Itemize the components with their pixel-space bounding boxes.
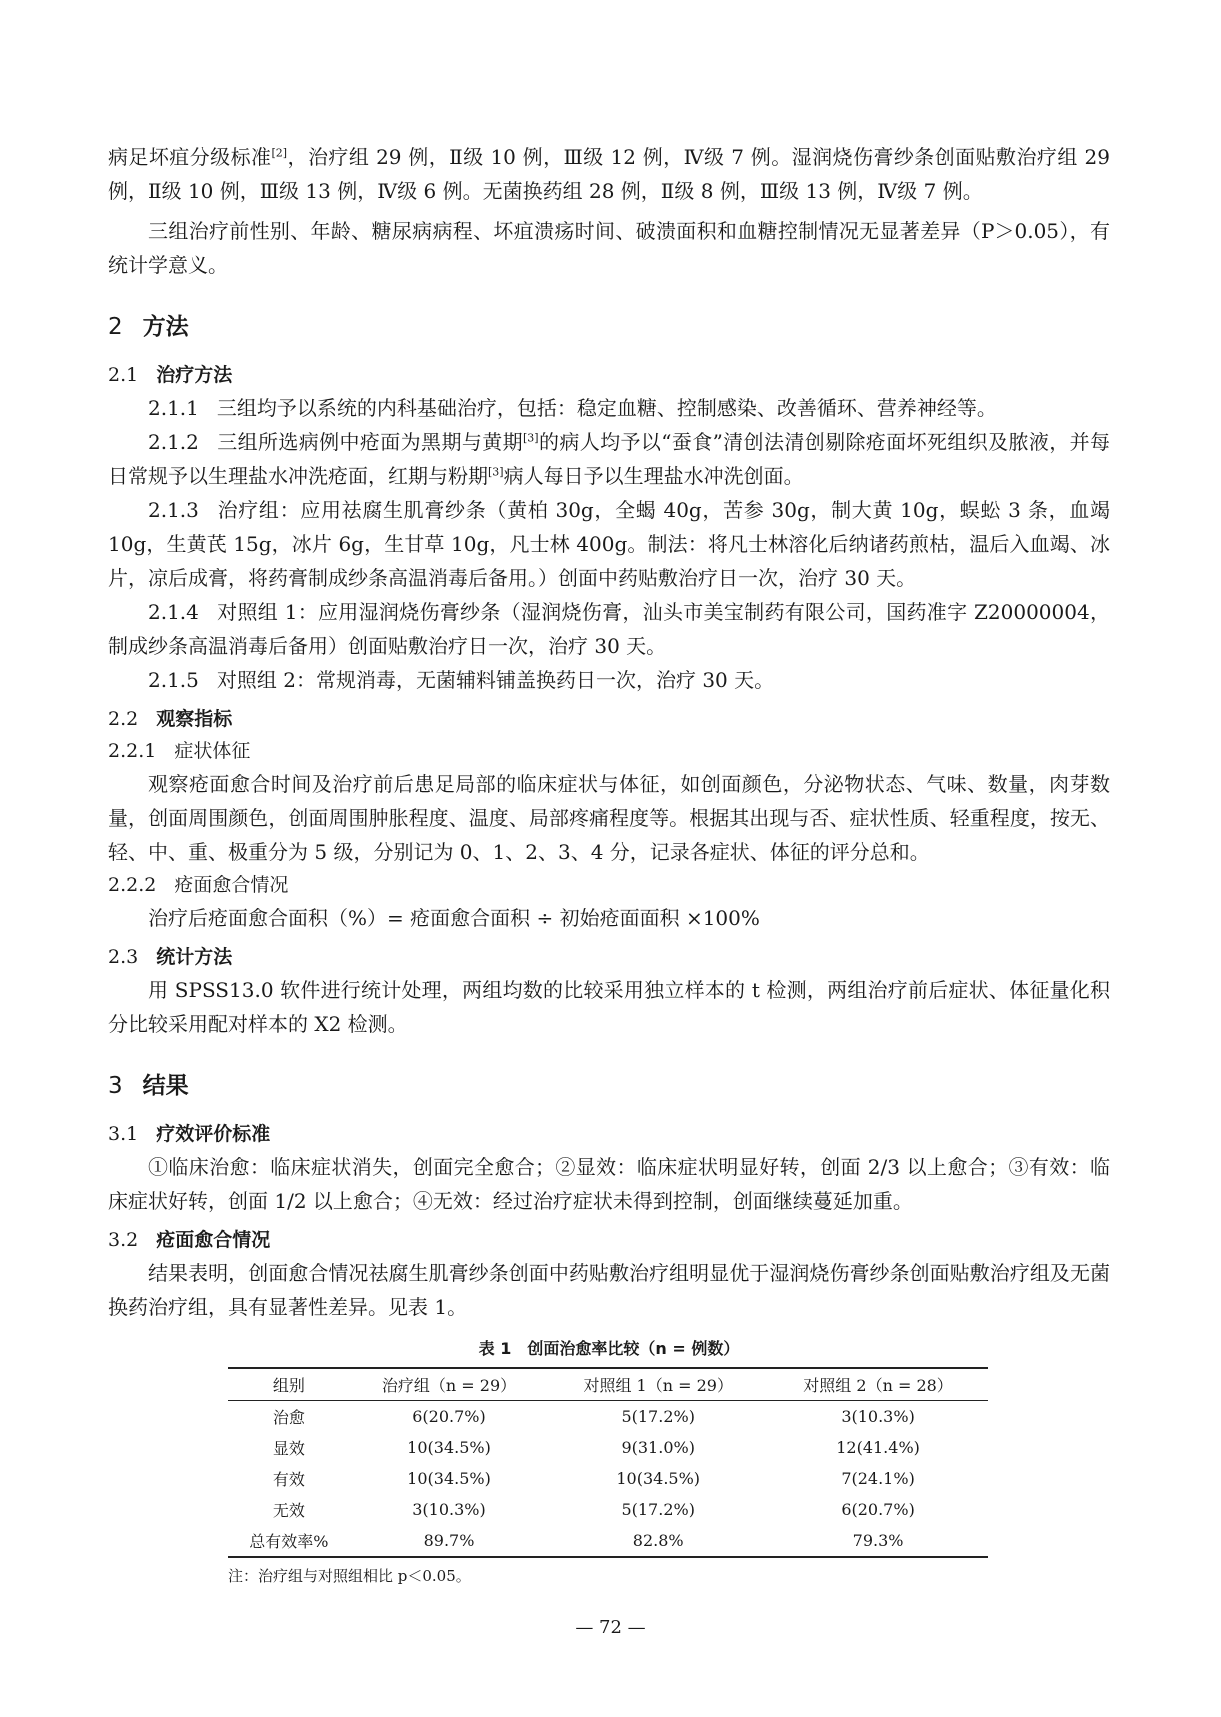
item-number: 2.1.5: [148, 668, 199, 692]
intro-text: 病足坏疽分级标准: [108, 145, 272, 169]
intro-text-cont: ，治疗组 29 例，Ⅱ级 10 例，Ⅲ级 12 例，Ⅳ级 7 例。湿润烧伤膏纱条创面贴敷治疗组 29 例，Ⅱ级 10 例，Ⅲ级 13 例，Ⅳ级 6 例。无菌换药组 28 例，Ⅱ级 8 例，Ⅲ级 13 例，Ⅳ级 7 例。: [108, 145, 1111, 203]
item-2-1-4: [108, 595, 1110, 663]
table-cell: 7(24.1%): [841, 1469, 915, 1488]
statistics-paragraph: 用 SPSS13.0 软件进行统计处理，两组均数的比较采用独立样本的 t 检测，两组治疗前后症状、体征量化积分比较采用配对样本的 X2 检测。: [108, 978, 1110, 1036]
section-2-heading: [108, 308, 1110, 341]
citation-ref: [3]: [522, 431, 539, 445]
table-note: 注：治疗组与对照组相比 p＜0.05。: [228, 1567, 471, 1585]
results-paragraph: 结果表明，创面愈合情况祛腐生肌膏纱条创面中药贴敷治疗组明显优于湿润烧伤膏纱条创面贴敷治疗组及无菌换药治疗组，具有显著性差异。见表 1。: [108, 1261, 1110, 1319]
subsection-title: 疗效评价标准: [156, 1123, 271, 1145]
table-cell: 82.8%: [548, 1525, 768, 1557]
subsection-number: 2.2.1: [108, 740, 157, 762]
subsection-title: 疮面愈合情况: [174, 874, 289, 896]
table-cell: 10(34.5%): [407, 1469, 491, 1488]
table-cell: 10(34.5%): [616, 1469, 701, 1488]
section-3-heading: [108, 1067, 1110, 1100]
item-2-1-5: [108, 663, 1110, 697]
item-number: 2.1.1: [148, 396, 199, 420]
table-cell: 3(10.3%): [841, 1407, 915, 1426]
table-row: [228, 1401, 988, 1433]
item-text-end: 病人每日予以生理盐水冲洗创面。: [503, 464, 804, 488]
item-text: 三组所选病例中疮面为黑期与黄期: [216, 430, 523, 454]
subsection-number: 3.2: [108, 1229, 139, 1251]
page-body: [108, 140, 1110, 1588]
item-2-1-2: [108, 425, 1110, 493]
subsection-number: 2.2: [108, 708, 139, 730]
baseline-paragraph: 三组治疗前性别、年龄、糖尿病病程、坏疽溃疡时间、破溃面积和血糖控制情况无显著差异（P＞0.05），有统计学意义。: [108, 219, 1110, 277]
citation-ref: [3]: [488, 465, 504, 479]
table-row: [228, 1525, 988, 1557]
subsection-2-2-1-heading: [108, 735, 1110, 767]
table-cell: 10(34.5%): [407, 1438, 491, 1457]
section-number: 3: [108, 1073, 123, 1099]
table-row: [228, 1463, 988, 1494]
subsection-3-1-heading: [108, 1118, 1110, 1150]
section-title: 方法: [142, 314, 189, 340]
healing-rate-table: [228, 1367, 988, 1558]
item-number: 2.1.4: [148, 600, 199, 624]
symptom-paragraph: 观察疮面愈合时间及治疗前后患足局部的临床症状与体征，如创面颜色，分泌物状态、气味、数量，肉芽数量，创面周围颜色，创面周围肿胀程度、温度、局部疼痛程度等。根据其出现与否、症状性质、轻重程度，按无、轻、中、重、极重分为 5 级，分别记为 0、1、2、3、4 分，记录各症状、体征的评分总和。: [108, 772, 1110, 864]
subsection-number: 2.3: [108, 946, 139, 968]
subsection-number: 3.1: [108, 1123, 139, 1145]
item-number: 2.1.2: [148, 430, 199, 454]
table-caption: 表 1 创面治愈率比较（n = 例数）: [478, 1339, 740, 1358]
subsection-title: 疮面愈合情况: [156, 1229, 271, 1251]
subsection-3-2-heading: [108, 1224, 1110, 1256]
table-header-cell: 组别: [228, 1368, 350, 1401]
table-cell: 6(20.7%): [412, 1407, 486, 1426]
table-cell: 有效: [272, 1470, 305, 1489]
table-row: [228, 1432, 988, 1463]
criteria-paragraph: ①临床治愈：临床症状消失，创面完全愈合；②显效：临床症状明显好转，创面 2/3 以上愈合；③有效：临床症状好转，创面 1/2 以上愈合；④无效：经过治疗症状未得到控制，创面继续蔓延加重。: [108, 1155, 1110, 1213]
item-number: 2.1.3: [148, 498, 199, 522]
section-title: 结果: [142, 1073, 189, 1099]
item-2-1-1: [108, 391, 1110, 425]
table-cell: 9(31.0%): [621, 1438, 695, 1457]
citation-ref: [2]: [271, 146, 288, 160]
item-text: 对照组 1：应用湿润烧伤膏纱条（湿润烧伤膏，汕头市美宝制药有限公司，国药准字 Z20000004，制成纱条高温消毒后备用）创面贴敷治疗日一次，治疗 30 天。: [108, 600, 1110, 658]
table-cell: 5(17.2%): [621, 1500, 695, 1519]
subsection-title: 症状体征: [174, 740, 251, 762]
subsection-2-2-heading: [108, 703, 1110, 735]
table-cell: 无效: [272, 1501, 305, 1520]
item-text: 三组均予以系统的内科基础治疗，包括：稳定血糖、控制感染、改善循环、营养神经等。: [216, 396, 997, 420]
table-cell: 总有效率%: [228, 1525, 350, 1557]
table-cell: 显效: [272, 1439, 305, 1458]
table-header-row: [228, 1368, 988, 1401]
table-header-cell: 治疗组（n = 29）: [350, 1368, 549, 1401]
subsection-2-3-heading: [108, 941, 1110, 973]
item-text: 治疗组：应用祛腐生肌膏纱条（黄柏 30g，全蝎 40g，苦参 30g，制大黄 10g，蜈蚣 3 条，血竭 10g，生黄芪 15g，冰片 6g，生甘草 10g，凡士林 400g。制法：将凡士林溶化后纳诸药煎枯，温后入血竭、冰片，凉后成膏，将药膏制成纱条高温消毒后备用。）创面中药贴敷治疗日一次，治疗 30 天。: [108, 498, 1110, 590]
table-cell: 12(41.4%): [836, 1438, 920, 1457]
subsection-number: 2.1: [108, 364, 139, 386]
subsection-2-2-2-heading: [108, 869, 1110, 901]
item-text-cont: 的病人均予以“蚕食”清创法清创剔除疮面坏死组织及脓液，并每日常规予以生理盐水冲洗疮面，红期与粉期: [108, 430, 1111, 488]
intro-paragraph: [108, 140, 1110, 208]
table-row: [228, 1494, 988, 1525]
table-cell: 3(10.3%): [412, 1500, 486, 1519]
table-cell: 治愈: [272, 1408, 305, 1427]
subsection-title: 观察指标: [156, 708, 233, 730]
item-text: 对照组 2：常规消毒，无菌辅料铺盖换药日一次，治疗 30 天。: [216, 668, 775, 692]
table-cell: 89.7%: [350, 1525, 549, 1557]
subsection-number: 2.2.2: [108, 874, 157, 896]
item-2-1-3: [108, 493, 1110, 595]
page-number: — 72 —: [575, 1617, 646, 1638]
table-cell: 5(17.2%): [621, 1407, 695, 1426]
table-header-cell: 对照组 1（n = 29）: [548, 1368, 768, 1401]
section-number: 2: [108, 314, 123, 340]
subsection-title: 统计方法: [156, 946, 233, 968]
subsection-2-1-heading: [108, 359, 1110, 391]
table-cell: 6(20.7%): [841, 1500, 915, 1519]
subsection-title: 治疗方法: [156, 364, 233, 386]
table-header-cell: 对照组 2（n = 28）: [768, 1368, 988, 1401]
table-cell: 79.3%: [768, 1525, 988, 1557]
healing-formula: 治疗后疮面愈合面积（%）= 疮面愈合面积 ÷ 初始疮面面积 ×100%: [148, 906, 760, 930]
